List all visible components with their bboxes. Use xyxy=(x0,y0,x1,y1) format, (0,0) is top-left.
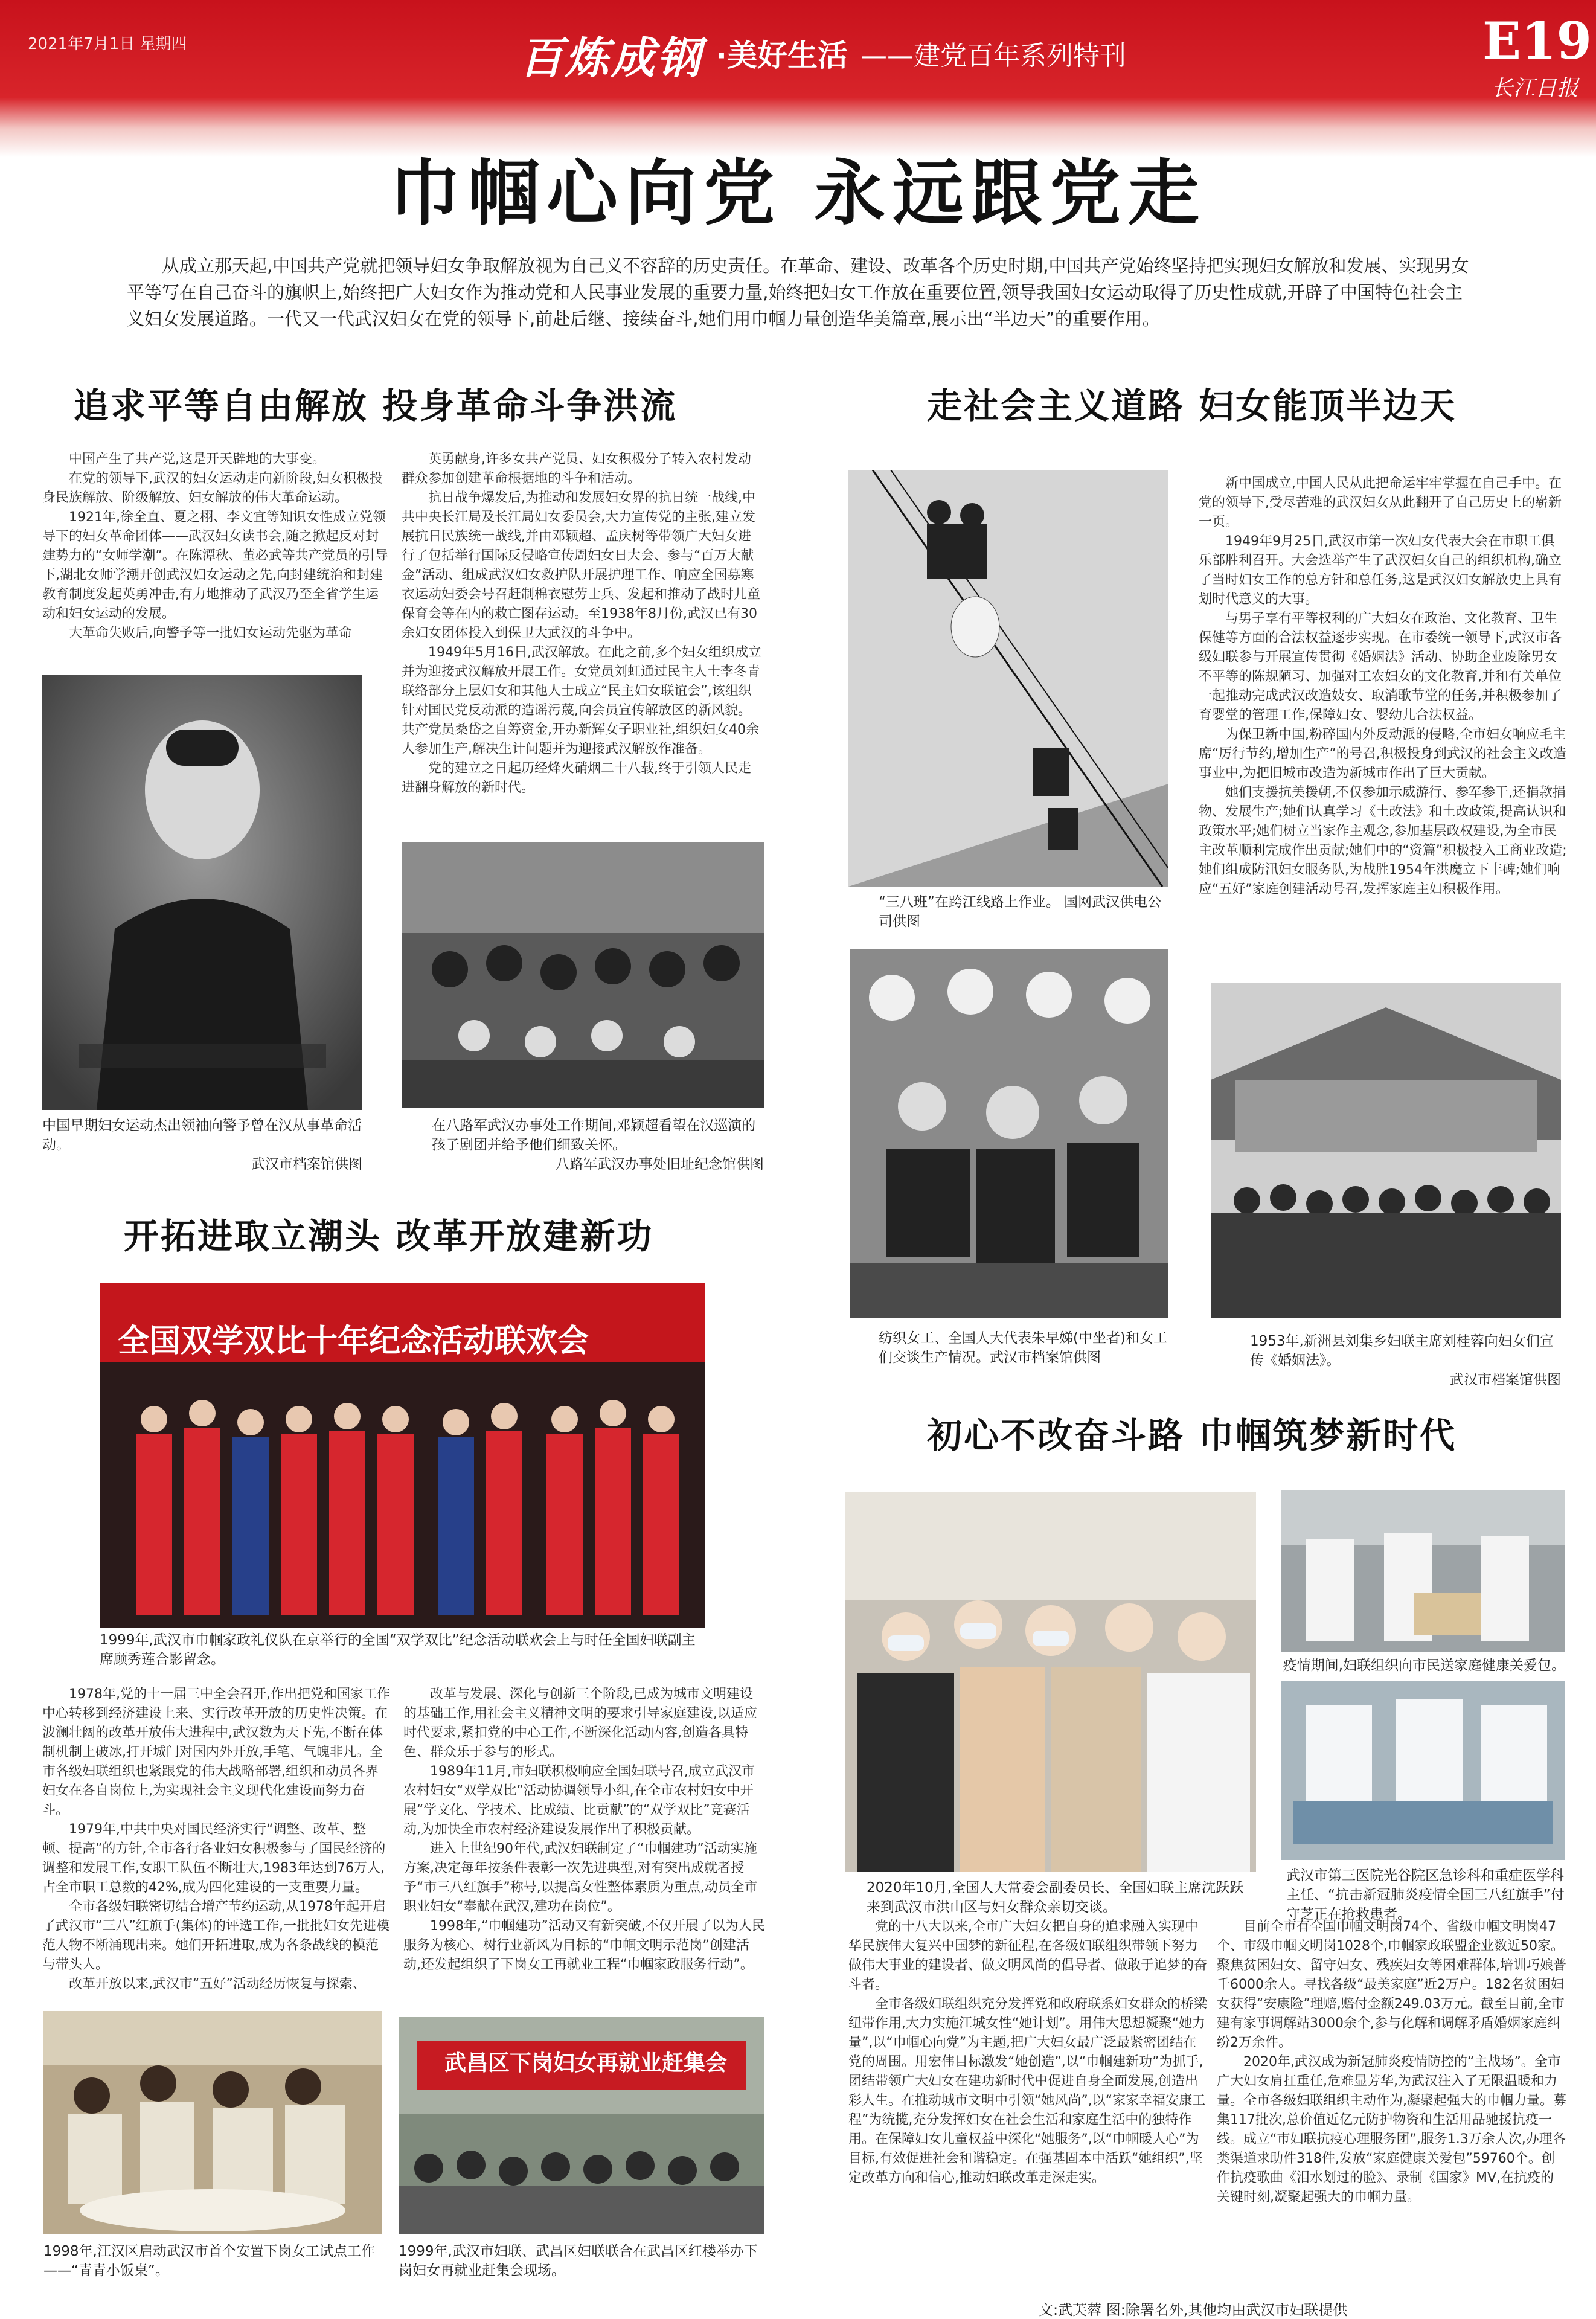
caption-5 xyxy=(1250,1332,1561,1390)
photo-icu-rescue xyxy=(1281,1681,1565,1860)
paragraph: 新中国成立,中国人民从此把命运牢牢掌握在自己手中。在党的领导下,受尽苦难的武汉妇女从此翻开了自己历史上的崭新一页。 xyxy=(1199,476,1562,530)
paragraph: 英勇献身,许多女共产党员、妇女积极分子转入农村发动群众参加创建革命根据地的斗争和活动。 xyxy=(402,452,751,486)
paragraph: 全市各级妇联密切结合增产节约运动,从1978年起开启了武汉市“三八”红旗手(集体)的评选工作,一批批妇女先进模范人物不断涌现出来。她们开拓进取,成为各条战线的模范与带头人。 xyxy=(42,1899,389,1972)
masthead-banner xyxy=(0,0,1596,157)
photo-qingqing-canteen xyxy=(43,2011,382,2234)
caption-6: 1999年,武汉市巾帼家政礼仪队在京举行的全国“双学双比”纪念活动联欢会上与时任全国妇联副主席顾秀莲合影留念。 xyxy=(100,1632,696,1667)
paragraph: 抗日战争爆发后,为推动和发展妇女界的抗日统一战线,中共中央长江局及长江局妇女委员会,大力宣传党的主张,建立发展抗日民族统一战线,并由邓颖超、孟庆树等带领广大妇女进行了包括举行国际反侵略宣传周妇女日大会、参与“百万大献金”活动、组成武汉妇女救护队开展护理工作、响应全国募寒衣运动妇委会号召赶制棉衣慰劳士兵、发起和推动了战时儿童保育会等在内的救亡图存运动。至1938年8月份,武汉已有30余妇女团体投入到保卫大武汉的斗争中。 xyxy=(402,490,761,641)
caption-3: “三八班”在跨江线路上作业。 国网武汉供电公司供图 xyxy=(879,894,1162,929)
photo-marriage-law-promotion xyxy=(1211,983,1561,1318)
fair-banner-text: 武昌区下岗妇女再就业赶集会 xyxy=(444,2051,727,2076)
column-name: ·美好生活 xyxy=(716,38,848,73)
section1-title: 追求平等自由解放 投身革命斗争洪流 xyxy=(74,385,678,426)
paragraph: 1998年,“巾帼建功”活动又有新突破,不仅开展了以为人民服务为核心、树行业新风为目标的“巾帼文明示范岗”创建活动,还发起组织了下岗女工再就业工程“巾帼家政服务行动”。 xyxy=(403,1919,765,1972)
gala-banner-text: 全国双学双比十年纪念活动联欢会 xyxy=(118,1323,589,1359)
paragraph: 党的建立之日起历经烽火硝烟二十八载,终于引领人民走进翻身解放的新时代。 xyxy=(402,761,751,795)
caption-text: 在八路军武汉办事处工作期间,邓颖超看望在汉巡演的孩子剧团并给予他们细致关怀。 xyxy=(432,1118,756,1153)
section3-col1 xyxy=(42,1685,391,1994)
paragraph: 1978年,党的十一届三中全会召开,作出把党和国家工作中心转移到经济建设上来、实行改革开放的历史性决策。在波澜壮阔的改革开放伟大进程中,武汉数为天下先,不断在体制机制上破冰,打开城门对国内外开放,手笔、气魄非凡。全市各级妇联组织也紧跟党的伟大战略部署,组织和动员各界妇女在各自岗位上,为实现社会主义现代化建设而努力奋斗。 xyxy=(42,1687,390,1818)
paragraph: 中国产生了共产党,这是开天辟地的大事变。 xyxy=(69,452,325,467)
page-headline: 巾帼心向党 永远跟党走 xyxy=(389,152,1207,235)
paragraph: 进入上世纪90年代,武汉妇联制定了“巾帼建功”活动实施方案,决定每年按条件表彰一次先进典型,对有突出成就者授予“市三八红旗手”称号,以提高女性整体素质为重点,动员全市职业妇女“奉献在武汉,建功在岗位”。 xyxy=(403,1841,758,1914)
paragraph: 与男子享有平等权利的广大妇女在政治、文化教育、卫生保健等方面的合法权益逐步实现。在市委统一领导下,武汉市各级妇联参与开展宣传贯彻《婚姻法》活动、协助企业废除男女不平等的陈规陋习、加强对工农妇女的文化教育,并和有关单位一起推动完成武汉改造妓女、取消歌节堂的任务,并积极参加了育婴堂的管理工作,保障妇女、婴幼儿合法权益。 xyxy=(1199,611,1562,723)
caption-7: 1998年,江汉区启动武汉市首个安置下岗女工试点工作——“青青小饭桌”。 xyxy=(43,2244,375,2279)
paragraph: 党的十八大以来,全市广大妇女把自身的追求融入实现中华民族伟大复兴中国梦的新征程,在各级妇联组织带领下努力做伟大事业的建设者、做文明风尚的倡导者、做敢于追梦的奋斗者。 xyxy=(848,1919,1208,1992)
caption-1 xyxy=(42,1116,362,1174)
caption-text: 1953年,新洲县刘集乡妇联主席刘桂蓉向妇女们宣传《婚姻法》。 xyxy=(1250,1333,1554,1368)
byline-credit: 文:武芙蓉 图:除署名外,其他均由武汉市妇联提供 xyxy=(1039,2301,1348,2318)
photo-xiang-jingyu xyxy=(42,675,362,1110)
paragraph: 1979年,中共中央对国民经济实行“调整、改革、整顿、提高”的方针,全市各行各业妇女积极参与了国民经济的调整和发展工作,女职工队伍不断壮大,1983年达到76万人,占全市职工总数的42%,成为四化建设的一支重要力量。 xyxy=(42,1822,386,1895)
paragraph: 1921年,徐全直、夏之栩、李文宜等知识女性成立党领导下的妇女革命团体——武汉妇女读书会,随之掀起反对封建势力的“女师学潮”。在陈潭秋、董必武等共产党员的引导下,湖北女师学潮开创武汉妇女运动之先,向封建统治和封建教育制度发起英勇冲击,有力地推动了武汉乃至全省学生运动和妇女运动的发展。 xyxy=(42,510,388,621)
caption-source: 武汉市档案馆供图 xyxy=(251,1156,362,1172)
paragraph: 为保卫新中国,粉碎国内外反动派的侵略,全市妇女响应毛主席“厉行节约,增加生产”的号召,积极投身到武汉的社会主义改造事业中,为把旧城市改造为新城市作出了巨大贡献。 xyxy=(1199,727,1566,781)
section4-title: 初心不改奋斗路 巾帼筑梦新时代 xyxy=(927,1415,1457,1456)
paragraph: 改革开放以来,武汉市“五好”活动经历恢复与探索、 xyxy=(69,1977,366,1992)
paragraph: 2020年,武汉成为新冠肺炎疫情防控的“主战场”。全市广大妇女肩扛重任,危难显芳华,为武汉注入了无限温暖和力量。全市各级妇联组织主动作为,凝聚起强大的巾帼力量。募集117批次,总价值近亿元防护物资和生活用品驰援抗疫一线。成立“市妇联抗疫心理服务团”,服务1.3万余人次,办理各类渠道求助件318件,发放“家庭健康关爱包”59760个。创作抗疫歌曲《泪水划过的脸》、录制《国家》MV,在抗疫的关键时刻,凝聚起强大的巾帼力量。 xyxy=(1217,2054,1566,2205)
intro-paragraph: 从成立那天起,中国共产党就把领导妇女争取解放视为自己义不容辞的历史责任。在革命、建设、改革各个历史时期,中国共产党始终坚持把实现妇女解放和发展、实现男女平等写在自己奋斗的旗帜上,始终把广大妇女作为推动党和人民事业发展的重要力量,始终把妇女工作放在重要位置,领导我国妇女运动取得了历史性成就,开辟了中国特色社会主义妇女发展道路。一代又一代武汉妇女在党的领导下,前赴后继、接续奋斗,她们用巾帼力量创造华美篇章,展示出“半边天”的重要作用。 xyxy=(127,255,1469,329)
paragraph: 她们支援抗美援朝,不仅参加示威游行、参军参干,还捐款捐物、发展生产;她们认真学习《土改法》和土改政策,提高认识和政策水平;她们树立当家作主观念,参加基层政权建设,为全市民主改革顺利完成作出贡献;她们中的“资篇”积极投入工商业改造;她们组成防汛妇女服务队,为战胜1954年洪魔立下丰碑;她们响应“五好”家庭创建活动号召,发挥家庭主妇积极作用。 xyxy=(1199,785,1567,897)
caption-4: 纺织女工、全国人大代表朱早娣(中坐者)和女工们交谈生产情况。武汉市档案馆供图 xyxy=(879,1330,1167,1365)
photo-health-care-packs xyxy=(1281,1490,1565,1652)
caption-11: 武汉市第三医院光谷院区急诊科和重症医学科主任、“抗击新冠肺炎疫情全国三八红旗手”付守芝正在抢救患者。 xyxy=(1286,1868,1565,1922)
photo-power-line-workers xyxy=(848,470,1168,887)
caption-9: 2020年10月,全国人大常委会副委员长、全国妇联主席沈跃跃来到武汉市洪山区与妇女群众亲切交谈。 xyxy=(867,1880,1244,1915)
paragraph: 1949年5月16日,武汉解放。在此之前,多个妇女组织成立并为迎接武汉解放开展工作。女党员刘虹通过民主人士李冬青联络部分上层妇女和其他人士成立“民主妇女联谊会”,该组织针对国民党反动派的造谣污蔑,向会员宣传解放区的新风貌。共产党员桑岱之自筹资金,开办新辉女子职业社,组织妇女40余人参加生产,解决生计问题并为迎接武汉解放作准备。 xyxy=(402,645,761,757)
paragraph: 目前全市有全国巾帼文明岗74个、省级巾帼文明岗47个、市级巾帼文明岗1028个,巾帼家政联盟企业数近50家。聚焦贫困妇女、留守妇女、残疾妇女等困难群体,培训巧娘普千6000余人。寻找各级“最美家庭”近2万户。182名贫困妇女获得“安康险”理赔,赔付金额249.03万元。截至目前,全市建有家事调解站3000余个,参与化解和调解矛盾婚姻家庭纠纷2万余件。 xyxy=(1217,1919,1566,2050)
photo-deng-yingchao-children xyxy=(402,842,764,1108)
section3-col2 xyxy=(403,1685,766,1975)
caption-2 xyxy=(432,1116,764,1174)
photo-textile-workers xyxy=(850,949,1168,1318)
section1-col2 xyxy=(402,450,764,798)
section2-title: 走社会主义道路 妇女能顶半边天 xyxy=(927,385,1457,426)
caption-8: 1999年,武汉市妇联、武昌区妇联联合在武昌区红楼举办下岗妇女再就业赶集会现场。 xyxy=(399,2244,758,2279)
paragraph: 1949年9月25日,武汉市第一次妇女代表大会在市职工俱乐部胜利召开。大会选举产生了武汉妇女自己的组织机构,确立了当时妇女工作的总方针和总任务,这是武汉妇女解放史上具有划时代意义的大事。 xyxy=(1199,534,1562,607)
section2-text xyxy=(1199,474,1567,899)
section4-col2 xyxy=(1217,1917,1567,2207)
photo-shen-yueyue-visit xyxy=(845,1492,1256,1872)
series-name: ——建党百年系列特刊 xyxy=(860,40,1126,71)
caption-10: 疫情期间,妇联组织向市民送家庭健康关爱包。 xyxy=(1283,1658,1565,1673)
section4-col1 xyxy=(848,1917,1208,2188)
paper-logo: 长江日报 xyxy=(1492,76,1579,101)
paragraph: 大革命失败后,向警予等一批妇女运动先驱为革命 xyxy=(69,626,352,641)
page-number: E19 xyxy=(1482,11,1592,71)
caption-source: 八路军武汉办事处旧址纪念馆供图 xyxy=(556,1156,764,1172)
paragraph: 1989年11月,市妇联积极响应全国妇联号召,成立武汉市农村妇女“双学双比”活动协调领导小组,在全市农村妇女中开展“学文化、学技术、比成绩、比贡献”的“双学双比”竞赛活动,为加快全市农村经济建设发展作出了积极贡献。 xyxy=(403,1764,755,1837)
issue-date: 2021年7月1日 星期四 xyxy=(28,35,187,53)
section3-title: 开拓进取立潮头 改革开放建新功 xyxy=(124,1216,654,1257)
paragraph: 在党的领导下,武汉的妇女运动走向新阶段,妇女积极投身民族解放、阶级解放、妇女解放的伟大革命运动。 xyxy=(42,471,383,505)
caption-source: 武汉市档案馆供图 xyxy=(1450,1372,1561,1388)
caption-text: 中国早期妇女运动杰出领袖向警予曾在汉从事革命活动。 xyxy=(42,1118,362,1153)
brand-logo: 百炼成钢 xyxy=(519,32,703,83)
paragraph: 全市各级妇联组织充分发挥党和政府联系妇女群众的桥梁纽带作用,大力实施江城女性“她计划”。用伟大思想凝聚“她力量”,以“巾帼心向党”为主题,把广大妇女最广泛最紧密团结在党的周围。用宏伟目标激发“她创造”,以“巾帼建新功”为抓手,团结带领广大妇女在建功新时代中促进自身全面发展,创造出彩人生。在推动城市文明中引领“她风尚”,以“家家幸福安康工程”为统揽,充分发挥妇女在社会生活和家庭生活中的独特作用。在保障妇女儿童权益中深化“她服务”,以“巾帼暖人心”为目标,有效促进社会和谐稳定。在强基固本中活跃“她组织”,坚定改革方向和信心,推动妇联改革走深走实。 xyxy=(848,1997,1208,2186)
paragraph: 改革与发展、深化与创新三个阶段,已成为城市文明建设的基础工作,用社会主义精神文明的要求引导家庭建设,以适应时代要求,紧扣党的中心工作,不断深化活动内容,创造各具特色、群众乐于参与的形式。 xyxy=(403,1687,757,1760)
section1-col1 xyxy=(42,450,389,643)
